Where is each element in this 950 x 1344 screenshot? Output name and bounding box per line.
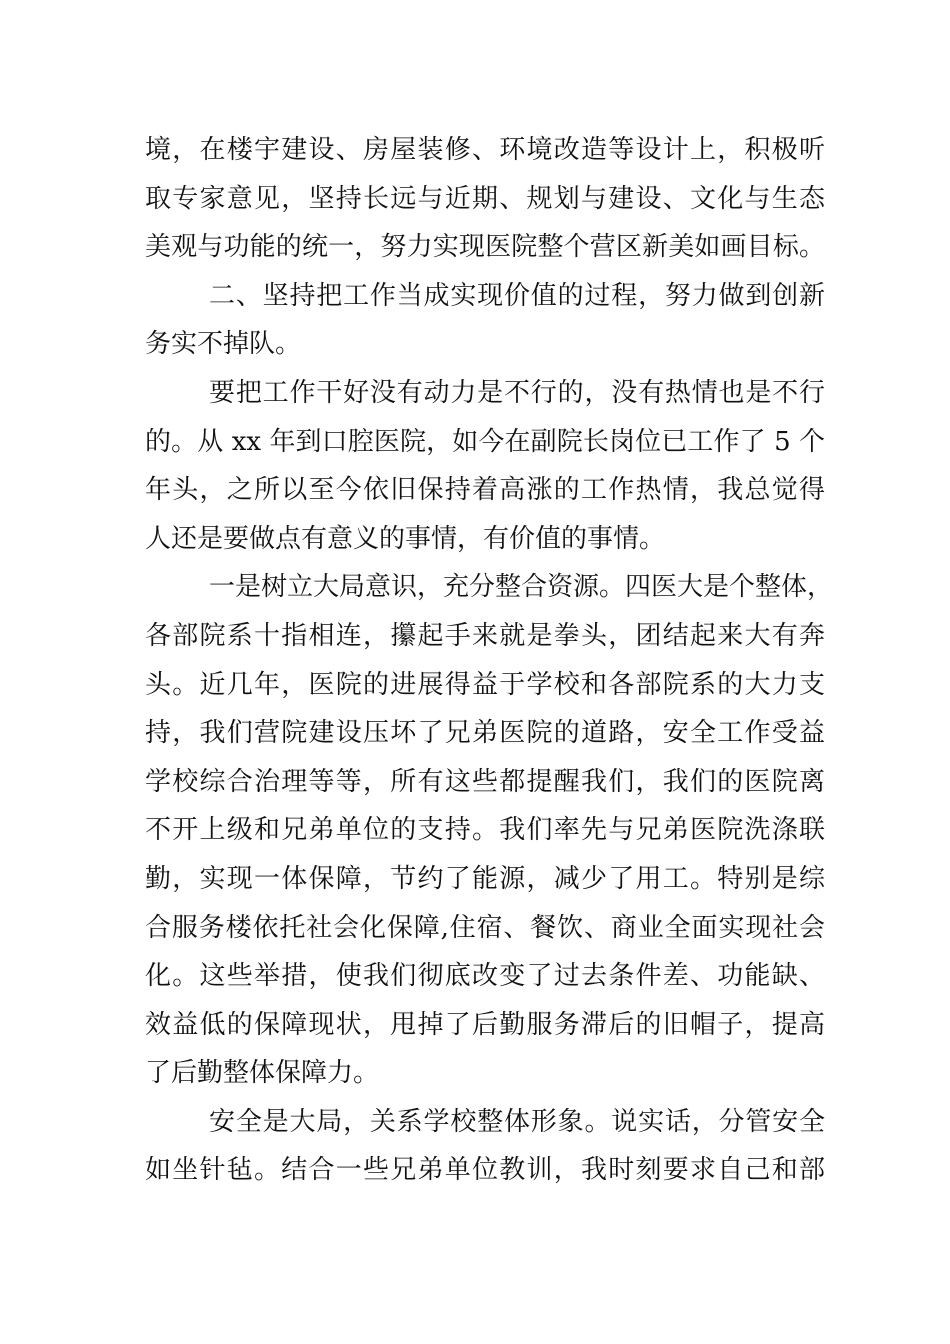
text-line: 境，在楼宇建设、房屋装修、环境改造等设计上，积极听 — [145, 135, 825, 165]
text-line: 头。近几年，医院的进展得益于学校和各部院系的大力支 — [145, 669, 825, 700]
text-line: 效益低的保障现状，甩掉了后勤服务滞后的旧帽子，提高 — [145, 1009, 825, 1040]
text-line: 不开上级和兄弟单位的支持。我们率先与兄弟医院洗涤联 — [145, 815, 825, 846]
body-text — [145, 126, 834, 1195]
text-line: 持，我们营院建设压坏了兄弟医院的道路，安全工作受益 — [145, 718, 825, 749]
paragraph-first-line: 一是树立大局意识，充分整合资源。四医大是个整体， — [209, 572, 834, 603]
text-line: 化。这些举措，使我们彻底改变了过去条件差、功能缺、 — [145, 961, 825, 992]
text-line: 美观与功能的统一，努力实现医院整个营区新美如画目标。 — [145, 232, 825, 263]
paragraph-first-line: 安全是大局，关系学校整体形象。说实话，分管安全 — [209, 1106, 825, 1137]
text-line: 勤，实现一体保障，节约了能源，减少了用工。特别是综 — [145, 863, 825, 894]
text-line: 了后勤整体保障力。 — [145, 1058, 380, 1089]
text-line: 各部院系十指相连，攥起手来就是拳头，团结起来大有奔 — [145, 620, 825, 651]
paragraph-first-line: 要把工作干好没有动力是不行的，没有热情也是不行 — [209, 377, 825, 408]
text-line: 年头，之所以至今依旧保持着高涨的工作热情，我总觉得 — [145, 475, 825, 506]
text-line: 的。从 xx 年到口腔医院，如今在副院长岗位已工作了 5 个 — [145, 426, 825, 457]
text-line: 取专家意见，坚持长远与近期、规划与建设、文化与生态 — [145, 183, 825, 214]
text-line: 学校综合治理等等，所有这些都提醒我们，我们的医院离 — [145, 766, 825, 797]
paragraph-first-line: 二、坚持把工作当成实现价值的过程，努力做到创新 — [209, 280, 825, 311]
text-line: 如坐针毡。结合一些兄弟单位教训，我时刻要求自己和部 — [145, 1155, 825, 1186]
text-line: 人还是要做点有意义的事情，有价值的事情。 — [145, 523, 666, 554]
text-line: 务实不掉队。 — [145, 329, 302, 360]
text-line: 合服务楼依托社会化保障,住宿、餐饮、商业全面实现社会 — [145, 912, 825, 943]
